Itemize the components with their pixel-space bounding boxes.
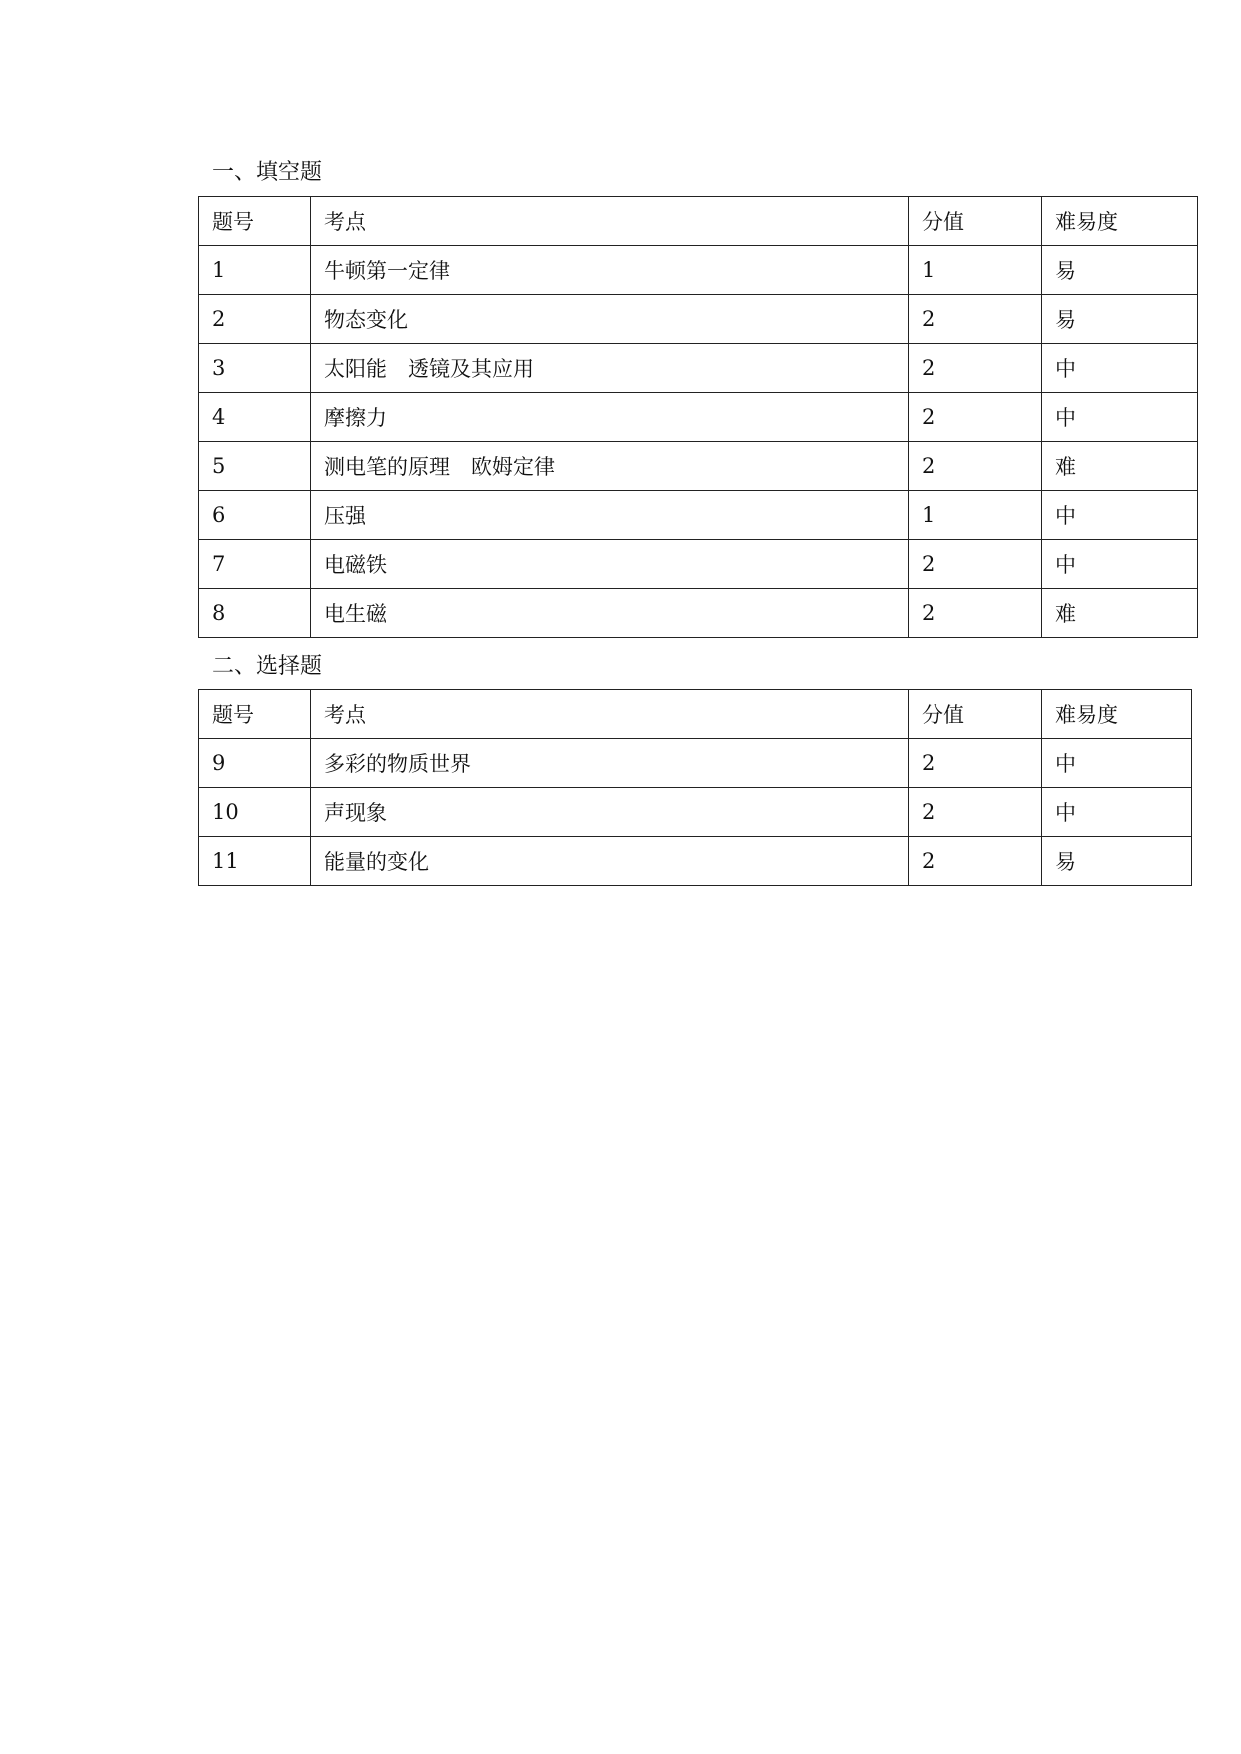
table-row — [199, 491, 1198, 540]
table-row — [199, 393, 1198, 442]
cell-score: 2 — [909, 442, 1042, 491]
cell-score: 2 — [909, 344, 1042, 393]
table-row — [199, 442, 1198, 491]
section-heading-fill-blank: 一、填空题 — [212, 160, 323, 185]
cell-topic: 牛顿第一定律 — [311, 246, 909, 295]
cell-question-number: 1 — [199, 246, 311, 295]
cell-difficulty: 易 — [1042, 837, 1192, 886]
header-question-number: 题号 — [199, 690, 311, 739]
cell-topic: 测电笔的原理 欧姆定律 — [311, 442, 909, 491]
header-difficulty: 难易度 — [1042, 197, 1198, 246]
cell-question-number: 6 — [199, 491, 311, 540]
cell-difficulty: 易 — [1042, 295, 1198, 344]
header-difficulty: 难易度 — [1042, 690, 1192, 739]
cell-difficulty: 中 — [1042, 393, 1198, 442]
cell-question-number: 3 — [199, 344, 311, 393]
cell-score: 1 — [909, 491, 1042, 540]
cell-question-number: 5 — [199, 442, 311, 491]
cell-difficulty: 中 — [1042, 344, 1198, 393]
cell-difficulty: 中 — [1042, 788, 1192, 837]
cell-topic: 多彩的物质世界 — [311, 739, 909, 788]
table-row — [199, 589, 1198, 638]
cell-topic: 压强 — [311, 491, 909, 540]
table-row — [199, 295, 1198, 344]
table-row — [199, 344, 1198, 393]
multiple-choice-table — [198, 689, 1192, 886]
cell-difficulty: 难 — [1042, 589, 1198, 638]
fill-blank-table — [198, 196, 1198, 638]
cell-question-number: 7 — [199, 540, 311, 589]
cell-topic: 能量的变化 — [311, 837, 909, 886]
table-header-row — [199, 690, 1192, 739]
cell-topic: 电磁铁 — [311, 540, 909, 589]
cell-score: 2 — [909, 295, 1042, 344]
table-header-row — [199, 197, 1198, 246]
header-topic: 考点 — [311, 197, 909, 246]
cell-score: 2 — [909, 788, 1042, 837]
cell-difficulty: 中 — [1042, 739, 1192, 788]
cell-topic: 物态变化 — [311, 295, 909, 344]
cell-score: 2 — [909, 393, 1042, 442]
cell-question-number: 8 — [199, 589, 311, 638]
header-score: 分值 — [909, 197, 1042, 246]
cell-difficulty: 中 — [1042, 491, 1198, 540]
cell-question-number: 11 — [199, 837, 311, 886]
cell-score: 1 — [909, 246, 1042, 295]
cell-score: 2 — [909, 589, 1042, 638]
cell-score: 2 — [909, 540, 1042, 589]
cell-question-number: 9 — [199, 739, 311, 788]
table-row — [199, 246, 1198, 295]
table-row — [199, 739, 1192, 788]
cell-score: 2 — [909, 739, 1042, 788]
header-score: 分值 — [909, 690, 1042, 739]
cell-difficulty: 易 — [1042, 246, 1198, 295]
cell-topic: 太阳能 透镜及其应用 — [311, 344, 909, 393]
header-question-number: 题号 — [199, 197, 311, 246]
table-row — [199, 788, 1192, 837]
cell-topic: 电生磁 — [311, 589, 909, 638]
cell-topic: 声现象 — [311, 788, 909, 837]
header-topic: 考点 — [311, 690, 909, 739]
table-row — [199, 837, 1192, 886]
cell-score: 2 — [909, 837, 1042, 886]
cell-question-number: 4 — [199, 393, 311, 442]
cell-question-number: 2 — [199, 295, 311, 344]
cell-topic: 摩擦力 — [311, 393, 909, 442]
table-row — [199, 540, 1198, 589]
section-heading-multiple-choice: 二、选择题 — [212, 654, 323, 679]
cell-difficulty: 中 — [1042, 540, 1198, 589]
cell-question-number: 10 — [199, 788, 311, 837]
cell-difficulty: 难 — [1042, 442, 1198, 491]
